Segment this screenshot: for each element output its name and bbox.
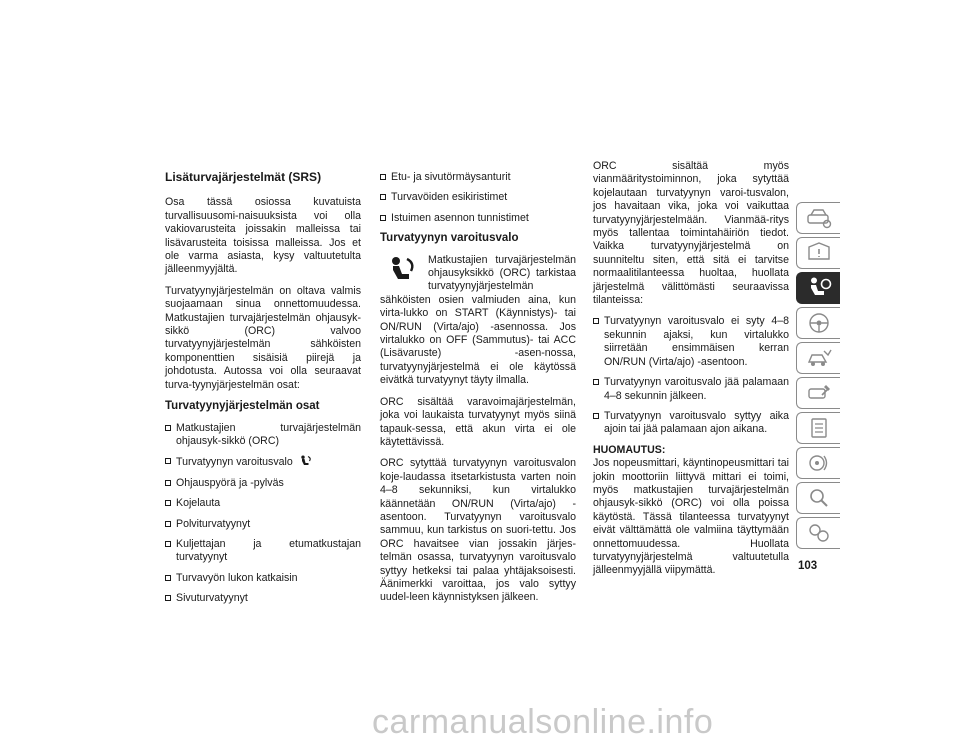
warning-light-paragraph-2: ORC sisältää varavoimajärjestelmän, joka voi laukaista turvatyynyt myös siinä tapauk-sessa, että akun virta ei ole käytettävissä. bbox=[380, 395, 576, 448]
checkbox-bullet-icon bbox=[165, 541, 171, 547]
tab-multimedia[interactable] bbox=[796, 447, 840, 479]
checkbox-bullet-icon bbox=[165, 595, 171, 601]
checkbox-bullet-icon bbox=[165, 500, 171, 506]
warning-light-paragraph-4: ORC sisältää myös vianmääritystoiminnon, joka sytyttää kojelautaan turvatyynyn varoi-tusvalon, jos havaitaan vika, joka voi vaikuttaa turvatyynyjärjestelmään. Vianmää-ritys myös tallentaa toimintahäiriön tiedot. Vaikka turvatyynyjärjestelmä on suunniteltu siten, että sitä ei tarvitse normaalitilanteessa huoltaa, huollata järjestelmä välittömästi seuraavissa tilanteissa: bbox=[593, 160, 789, 307]
checkbox-bullet-icon bbox=[593, 379, 599, 385]
section-title: Lisäturvajärjestelmät (SRS) bbox=[165, 170, 322, 184]
checkbox-bullet-icon bbox=[380, 174, 386, 180]
checkbox-bullet-icon bbox=[380, 215, 386, 221]
components-list-continued bbox=[380, 171, 576, 225]
list-item: Sivuturvatyynyt bbox=[165, 592, 361, 605]
tab-emergency[interactable] bbox=[796, 342, 840, 374]
checkbox-bullet-icon bbox=[165, 521, 171, 527]
service-conditions-list bbox=[593, 315, 789, 436]
list-item: Matkustajien turvajärjestelmän ohjausyk-sikkö (ORC) bbox=[165, 422, 361, 449]
components-list bbox=[165, 422, 361, 606]
airbag-warning-icon bbox=[298, 455, 312, 467]
checkbox-bullet-icon bbox=[380, 194, 386, 200]
warning-light-intro bbox=[380, 254, 576, 388]
list-item: Kojelauta bbox=[165, 497, 361, 510]
tab-specifications[interactable] bbox=[796, 412, 840, 444]
multimedia-icon bbox=[805, 451, 833, 475]
tab-index[interactable] bbox=[796, 482, 840, 514]
checkbox-bullet-icon bbox=[165, 480, 171, 486]
language-icon bbox=[805, 521, 833, 545]
checkbox-bullet-icon bbox=[593, 413, 599, 419]
car-crash-icon bbox=[805, 346, 833, 370]
page-number: 103 bbox=[798, 560, 818, 572]
column-right bbox=[593, 160, 789, 586]
column-left bbox=[165, 171, 361, 613]
list-item: Turvavöiden esikiristimet bbox=[380, 191, 576, 204]
checklist-icon bbox=[805, 416, 833, 440]
note-text: Jos nopeusmittari, käyntinopeusmittari tai jokin moottoriin liittyvä mittari ei toimi, myös matkustajien turvajärjestelmän ohjausyk-sikkö (ORC) voi olla poissa käytöstä. Tässä tilanteessa turvatyynyt eivät välttämättä ole valmiina täyttymään onnettomuudessa. Huollata turvatyynyjärjestelmä valtuutetulla jälleenmyyjällä viipymättä. bbox=[593, 457, 789, 577]
checkbox-bullet-icon bbox=[165, 575, 171, 581]
list-item: Turvatyynyn varoitusvalo ei syty 4–8 sekunnin ajaksi, kun virtalukko siirretään ensimmäisen kerran ON/RUN (Virta/ajo) -asentoon. bbox=[593, 315, 789, 369]
warning-light-icon bbox=[805, 241, 833, 265]
components-heading: Turvatyynyjärjestelmän osat bbox=[165, 400, 320, 413]
watermark: carmanualsonline.info bbox=[372, 703, 714, 741]
steering-wheel-icon bbox=[805, 311, 833, 335]
list-item: Etu- ja sivutörmäysanturit bbox=[380, 171, 576, 184]
list-item: Turvavyön lukon katkaisin bbox=[165, 572, 361, 585]
tab-warning-lights[interactable] bbox=[796, 237, 840, 269]
intro-paragraph-1: Osa tässä osiossa kuvatuista turvallisuusomi-naisuuksista voi olla vakiovarusteita joissakin malleissa tai lisävarusteita toisissa malleissa. Jos et ole varma asiasta, kysy valtuutetulta jälleenmyyjältä. bbox=[165, 196, 361, 276]
column-middle bbox=[380, 171, 576, 613]
tab-car-dashboard[interactable] bbox=[796, 202, 840, 234]
note-label: HUOMAUTUS: bbox=[593, 443, 666, 456]
list-item: Turvatyynyn varoitusvalo jää palamaan 4–8 sekunnin jälkeen. bbox=[593, 376, 789, 403]
tab-servicing[interactable] bbox=[796, 377, 840, 409]
checkbox-bullet-icon bbox=[165, 425, 171, 431]
warning-light-paragraph-3: ORC sytyttää turvatyynyn varoitusvalon koje-laudassa itsetarkistusta varten noin 4–8 sekunniksi, kun virtalukko käännetään ON/RUN (Virta/ajo) -asentoon. Turvatyynyn varoitusvalo sammuu, kun tarkistus on suori-tettu. Jos ORC havaitsee vian jossakin järjes-telmän osassa, turvatyynyn varoitusvalo syttyy hetkeksi tai palaa yhtäjaksoisesti. Äänimerkki varoittaa, jos valo syttyy uudel-leen käynnistyksen jälkeen. bbox=[380, 457, 576, 604]
checkbox-bullet-icon bbox=[593, 318, 599, 324]
list-item: Ohjauspyörä ja -pylväs bbox=[165, 477, 361, 490]
list-item: Polviturvatyynyt bbox=[165, 518, 361, 531]
warning-light-heading: Turvatyynyn varoitusvalo bbox=[380, 232, 519, 245]
warning-light-paragraph-1: Matkustajien turvajärjestelmän ohjausyksikkö (ORC) tarkistaa turvatyynyjärjestelmän sähköisten osien valmiuden aina, kun virta-lukko on START (Käynnistys)- tai ON/RUN (Virta/ajo) -asennossa. Jos virtalukko on OFF (Sammutus)- tai ACC (Lisävaruste) -asen-nossa, turvatyynyjärjestelmä ei ole käytössä eivätkä turvatyynyt täyty ilmalla. bbox=[380, 253, 576, 387]
tab-safety[interactable] bbox=[796, 272, 840, 304]
checkbox-bullet-icon bbox=[165, 458, 171, 464]
tab-language[interactable] bbox=[796, 517, 840, 549]
list-item: Turvatyynyn varoitusvalo bbox=[165, 455, 361, 469]
list-item: Kuljettajan ja etumatkustajan turvatyynyt bbox=[165, 538, 361, 565]
airbag-warning-icon bbox=[386, 256, 416, 284]
list-item: Istuimen asennon tunnistimet bbox=[380, 212, 576, 225]
car-dashboard-icon bbox=[805, 206, 833, 230]
chapter-tabs bbox=[796, 202, 840, 552]
tab-starting-driving[interactable] bbox=[796, 307, 840, 339]
airbag-passenger-icon bbox=[805, 276, 833, 300]
list-item: Turvatyynyn varoitusvalo syttyy aika ajoin tai jää palamaan ajon aikana. bbox=[593, 410, 789, 437]
search-index-icon bbox=[805, 486, 833, 510]
intro-paragraph-2: Turvatyynyjärjestelmän on oltava valmis suojaamaan sinua onnettomuudessa. Matkustajien turvajärjestelmän ohjausyk-sikkö (ORC) valvoo turvatyynyjärjestelmän sähköisten komponenttien sisäisiä piirejä ja johdotusta. Autossa voi olla seuraavat turva-tyynyjärjestelmän osat: bbox=[165, 284, 361, 391]
car-service-icon bbox=[805, 381, 833, 405]
